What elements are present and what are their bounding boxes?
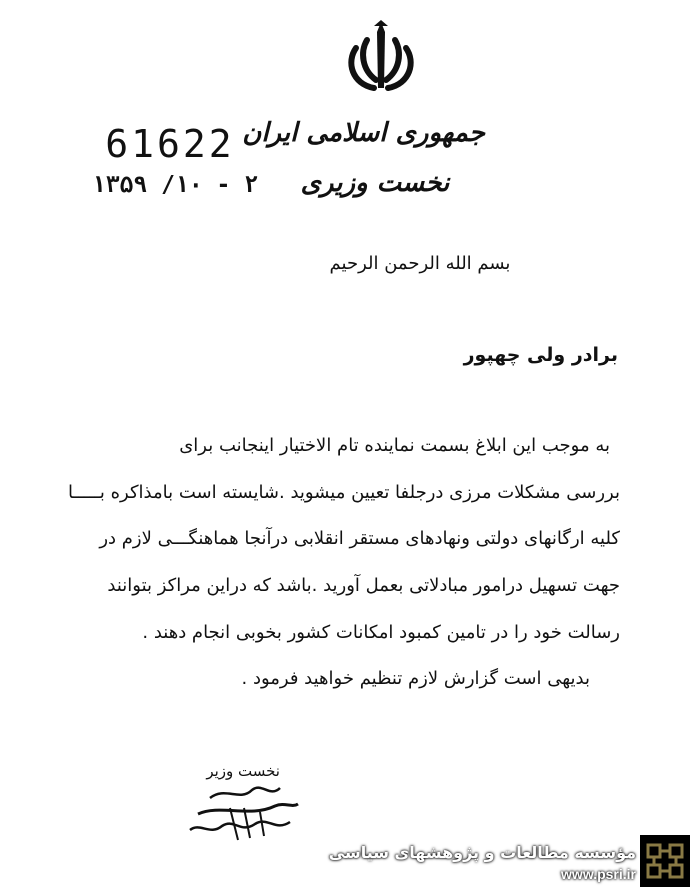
body-line: بدیهی است گزارش لازم تنظیم خواهید فرمود .: [241, 668, 590, 689]
signature-title: نخست وزیر: [206, 762, 280, 780]
body-line: کلیه ارگانهای دولتی ونهادهای مستقر انقلابی درآنجا هماهنگـــی لازم در: [99, 528, 620, 549]
signature-scribble: [180, 778, 320, 846]
body-line: به موجب این ابلاغ بسمت نماینده تام الاختیار اینجانب برای: [179, 435, 610, 456]
header-office: نخست وزیری: [300, 168, 450, 198]
footer-url[interactable]: www.psri.ir: [561, 866, 636, 882]
reference-date: ۲ - ۱۰/ ۱۳۵۹: [91, 172, 259, 198]
header-country: جمهوری اسلامی ایران: [242, 118, 485, 148]
body-line: جهت تسهیل درامور مبادلاتی بعمل آورید .باشد که دراین مراکز بتوانند: [107, 575, 620, 596]
body-line: رسالت خود را در تامین کمبود امکانات کشور بخوبی انجام دهند .: [142, 622, 620, 643]
psri-logo-icon: [640, 835, 690, 887]
body-line: بررسی مشکلات مرزی درجلفا تعیین میشوید .شایسته است بامذاکره بـــــا: [68, 482, 620, 503]
bismillah: بسم الله الرحمن الرحیم: [329, 253, 511, 274]
iran-emblem-icon: [340, 18, 422, 100]
salutation: برادر ولی چهپور: [463, 344, 618, 366]
reference-number: 61622: [105, 122, 235, 166]
footer-org-name: مؤسسه مطالعات و پژوهشهای سیاسی: [328, 843, 636, 862]
